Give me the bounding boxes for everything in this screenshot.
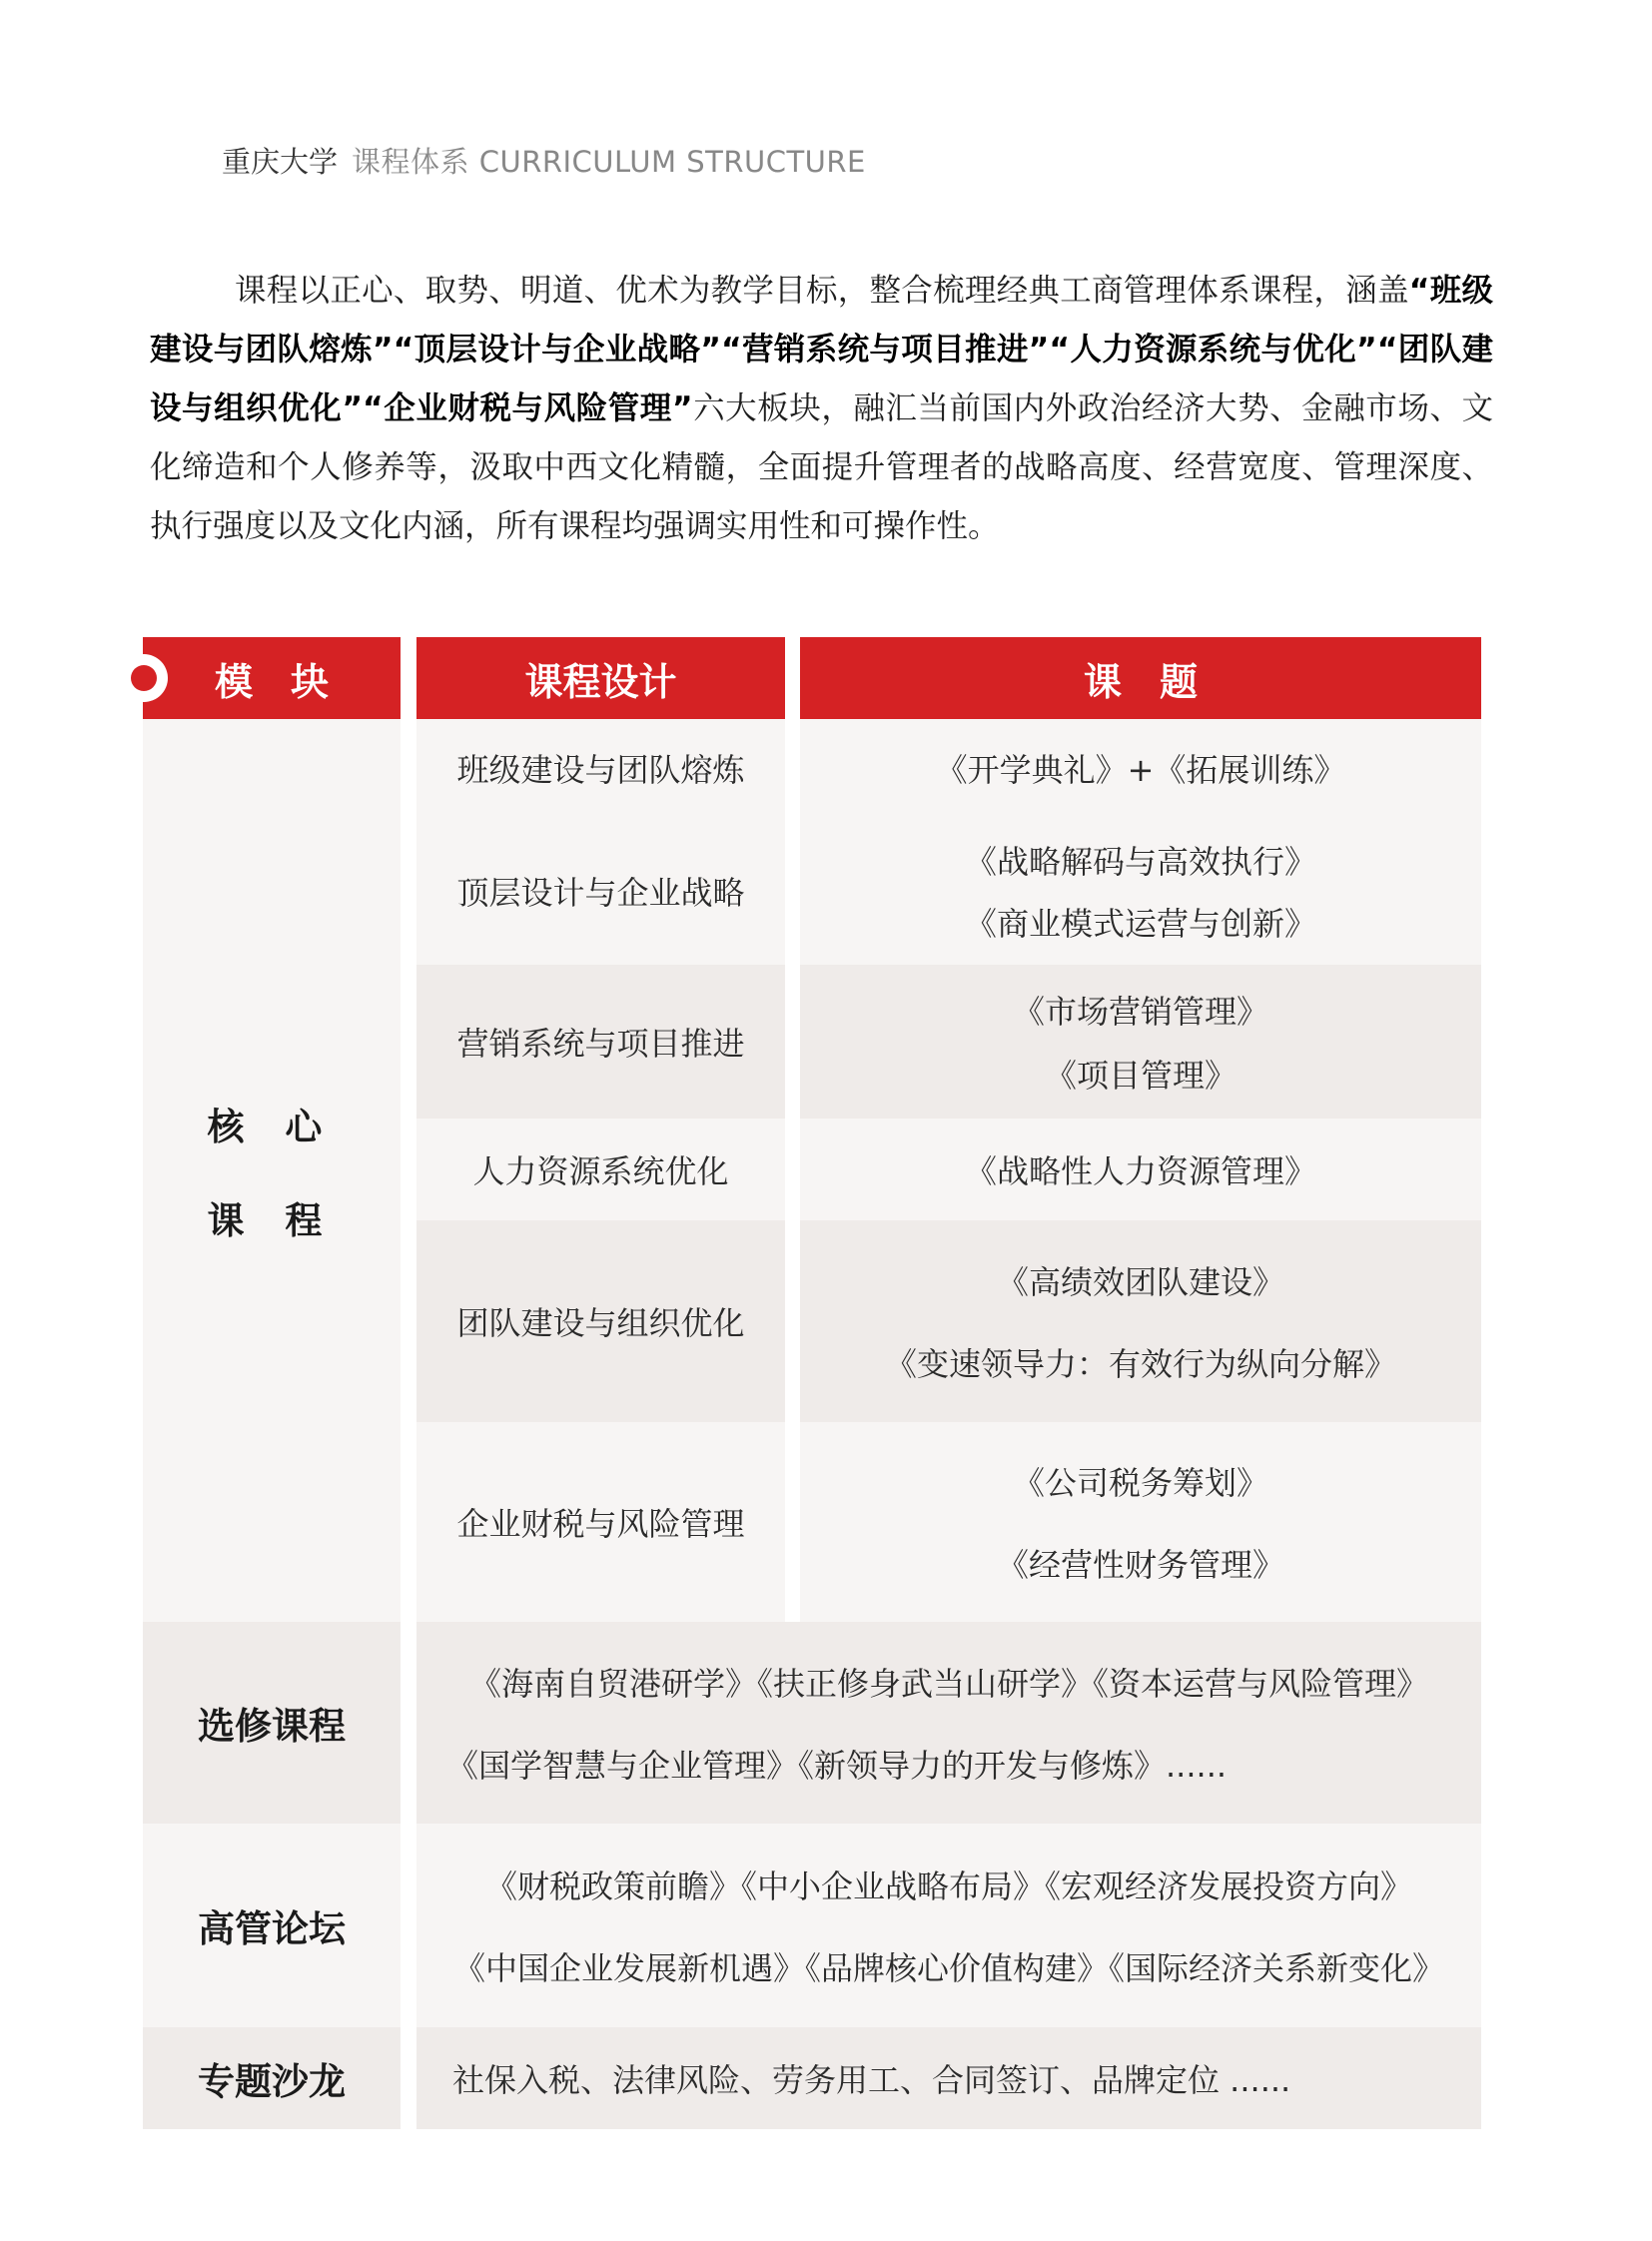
topics-cell (800, 1119, 1481, 1220)
page-header (222, 140, 866, 181)
salon-line: 社保入税、法律风险、劳务用工、合同签订、品牌定位 ...... (452, 2061, 1291, 2099)
course-label: 人力资源系统优化 (472, 1152, 729, 1190)
topics-cell (800, 1422, 1481, 1622)
school-name: 重庆大学 (222, 145, 339, 179)
intro-bold-modules: “班级建设与团队熔炼”“顶层设计与企业战略”“营销系统与项目推进”“人力资源系统与优化”“团队建设与组织优化”“企业财税与风险管理” (150, 273, 1493, 426)
module-forum (143, 1824, 401, 2027)
topics-cell (800, 965, 1481, 1119)
topic-item: 《商业模式运营与创新》 (964, 905, 1316, 943)
header-topics (800, 637, 1481, 719)
course-label: 营销系统与项目推进 (456, 1025, 745, 1063)
module-core-line1: 核 心 (207, 1106, 337, 1148)
header-course-design (416, 637, 785, 719)
course-cell (416, 817, 785, 965)
topic-item: 《经营性财务管理》 (996, 1546, 1284, 1584)
elective-line: 《国学智慧与企业管理》《新领导力的开发与修炼》...... (446, 1747, 1228, 1785)
topic-item: 《开学典礼》+《拓展训练》 (935, 751, 1346, 789)
forum-line: 《中国企业发展新机遇》《品牌核心价值构建》《国际经济关系新变化》 (452, 1949, 1444, 1987)
course-label: 团队建设与组织优化 (456, 1304, 745, 1342)
topic-item: 《高绩效团队建设》 (996, 1263, 1284, 1301)
course-cell (416, 719, 785, 817)
topic-item: 《战略性人力资源管理》 (964, 1152, 1316, 1190)
topics-cell (800, 1220, 1481, 1422)
module-core-line2: 课 程 (207, 1199, 337, 1242)
topic-item: 《市场营销管理》 (1012, 993, 1268, 1031)
topic-item: 《变速领导力：有效行为纵向分解》 (884, 1345, 1396, 1383)
module-salon-label: 专题沙龙 (198, 2060, 346, 2103)
module-forum-label: 高管论坛 (198, 1907, 346, 1950)
module-salon (143, 2027, 401, 2129)
topics-cell (800, 719, 1481, 817)
module-core (143, 719, 401, 1622)
topic-item: 《项目管理》 (1044, 1057, 1237, 1095)
elective-line: 《海南自贸港研学》《扶正修身武当山研学》《资本运营与风险管理》 (468, 1665, 1428, 1703)
header-module (143, 637, 401, 719)
course-cell (416, 965, 785, 1119)
course-cell (416, 1119, 785, 1220)
topics-cell (800, 817, 1481, 965)
course-cell (416, 1422, 785, 1622)
topic-item: 《战略解码与高效执行》 (964, 843, 1316, 881)
course-cell (416, 1220, 785, 1422)
module-elective (143, 1622, 401, 1824)
intro-text-1: 课程以正心、取势、明道、优术为教学目标，整合梳理经典工商管理体系课程，涵盖 (235, 273, 1409, 309)
header-topics-label: 课 题 (1083, 659, 1198, 704)
salon-topics (416, 2027, 1481, 2129)
intro-text-2: 六大板块，融汇当前国内外政治经济大势、金融市场、文化缔造和个人修养等，汲取中西文化精髓，全面提升管理者的战略高度、经营宽度、管理深度、执行强度以及文化内涵，所有课程均强调实用性和可操作性。 (150, 390, 1493, 544)
course-label: 企业财税与风险管理 (456, 1505, 745, 1543)
course-label: 班级建设与团队熔炼 (456, 751, 745, 789)
bullet-dot-icon (120, 654, 168, 702)
topic-item: 《公司税务筹划》 (1012, 1464, 1268, 1502)
intro-paragraph (150, 262, 1493, 556)
module-elective-label: 选修课程 (198, 1705, 346, 1748)
header-module-label: 模 块 (214, 659, 329, 704)
course-label: 顶层设计与企业战略 (456, 874, 745, 912)
header-course-design-label: 课程设计 (524, 659, 677, 704)
elective-topics (416, 1622, 1481, 1824)
forum-topics (416, 1824, 1481, 2027)
forum-line: 《财税政策前瞻》《中小企业战略布局》《宏观经济发展投资方向》 (484, 1868, 1412, 1905)
section-title: 课程体系 CURRICULUM STRUCTURE (352, 145, 866, 179)
